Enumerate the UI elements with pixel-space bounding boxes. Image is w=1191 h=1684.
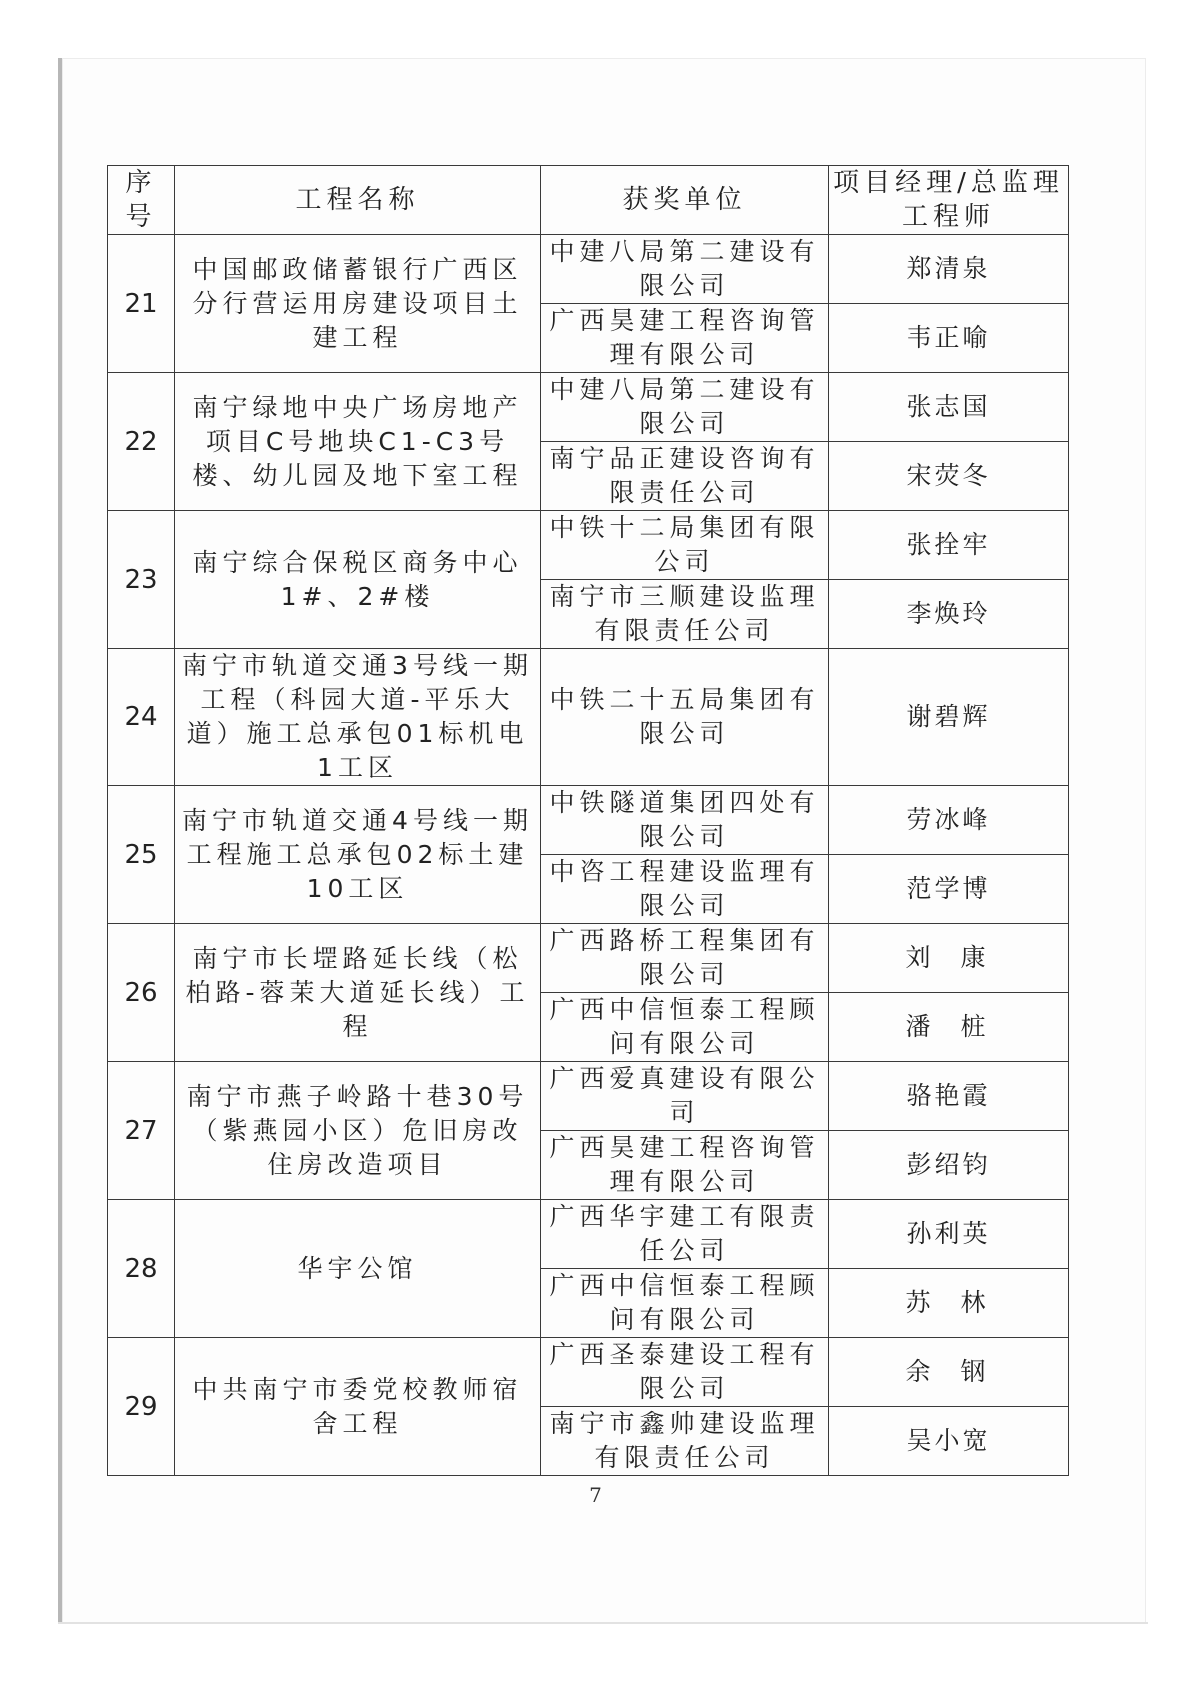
manager-name: 郑清泉	[829, 235, 1069, 304]
table-row	[108, 1200, 1069, 1269]
manager-name: 余钢	[829, 1338, 1069, 1407]
entry-index: 22	[108, 373, 175, 511]
manager-name: 孙利英	[829, 1200, 1069, 1269]
manager-name: 张拴牢	[829, 511, 1069, 580]
manager-name: 韦正喻	[829, 304, 1069, 373]
project-name: 南宁市轨道交通4号线一期工程施工总承包02标土建10工区	[175, 786, 541, 924]
manager-name: 劳冰峰	[829, 786, 1069, 855]
table-row	[108, 511, 1069, 580]
project-name: 南宁市轨道交通3号线一期工程（科园大道-平乐大道）施工总承包01标机电1工区	[175, 649, 541, 786]
project-name: 南宁绿地中央广场房地产项目C号地块C1-C3号楼、幼儿园及地下室工程	[175, 373, 541, 511]
header-index: 序号	[108, 166, 175, 235]
manager-name: 刘康	[829, 924, 1069, 993]
project-name: 南宁市燕子岭路十巷30号（紫燕园小区）危旧房改住房改造项目	[175, 1062, 541, 1200]
project-name: 华宇公馆	[175, 1200, 541, 1338]
award-unit: 广西路桥工程集团有限公司	[541, 924, 829, 993]
award-table	[107, 165, 1069, 1476]
table-row	[108, 924, 1069, 993]
entry-index: 24	[108, 649, 175, 786]
table-row	[108, 786, 1069, 855]
project-name: 南宁综合保税区商务中心1#、2#楼	[175, 511, 541, 649]
table-row	[108, 373, 1069, 442]
award-unit: 中建八局第二建设有限公司	[541, 373, 829, 442]
entry-index: 27	[108, 1062, 175, 1200]
award-unit: 广西中信恒泰工程顾问有限公司	[541, 993, 829, 1062]
award-unit: 南宁市三顺建设监理有限责任公司	[541, 580, 829, 649]
header-project: 工程名称	[175, 166, 541, 235]
page-number: 7	[589, 1483, 602, 1507]
award-unit: 广西昊建工程咨询管理有限公司	[541, 304, 829, 373]
award-unit: 广西华宇建工有限责任公司	[541, 1200, 829, 1269]
award-unit: 广西中信恒泰工程顾问有限公司	[541, 1269, 829, 1338]
award-unit: 中咨工程建设监理有限公司	[541, 855, 829, 924]
award-unit: 中铁十二局集团有限公司	[541, 511, 829, 580]
award-unit: 中铁二十五局集团有限公司	[541, 649, 829, 786]
award-unit: 中铁隧道集团四处有限公司	[541, 786, 829, 855]
manager-name: 吴小宽	[829, 1407, 1069, 1476]
manager-name: 苏林	[829, 1269, 1069, 1338]
award-unit: 南宁市鑫帅建设监理有限责任公司	[541, 1407, 829, 1476]
award-unit: 广西圣泰建设工程有限公司	[541, 1338, 829, 1407]
header-winner: 获奖单位	[541, 166, 829, 235]
project-name: 南宁市长堽路延长线（松柏路-蓉茉大道延长线）工程	[175, 924, 541, 1062]
project-name: 中国邮政储蓄银行广西区分行营运用房建设项目土建工程	[175, 235, 541, 373]
table-row	[108, 235, 1069, 304]
manager-name: 范学博	[829, 855, 1069, 924]
manager-name: 李焕玲	[829, 580, 1069, 649]
entry-index: 23	[108, 511, 175, 649]
page-edge-shadow	[58, 1622, 1148, 1624]
manager-name: 宋荧冬	[829, 442, 1069, 511]
header-manager: 项目经理/总监理工程师	[829, 166, 1069, 235]
entry-index: 28	[108, 1200, 175, 1338]
header-row	[108, 166, 1069, 235]
award-unit: 中建八局第二建设有限公司	[541, 235, 829, 304]
award-unit: 广西爱真建设有限公司	[541, 1062, 829, 1131]
table-row	[108, 1338, 1069, 1407]
entry-index: 25	[108, 786, 175, 924]
manager-name: 彭绍钧	[829, 1131, 1069, 1200]
entry-index: 21	[108, 235, 175, 373]
manager-name: 潘桩	[829, 993, 1069, 1062]
table-row	[108, 1062, 1069, 1131]
table-row	[108, 649, 1069, 786]
manager-name: 张志国	[829, 373, 1069, 442]
award-unit: 广西昊建工程咨询管理有限公司	[541, 1131, 829, 1200]
award-unit: 南宁品正建设咨询有限责任公司	[541, 442, 829, 511]
entry-index: 26	[108, 924, 175, 1062]
manager-name: 骆艳霞	[829, 1062, 1069, 1131]
project-name: 中共南宁市委党校教师宿舍工程	[175, 1338, 541, 1476]
entry-index: 29	[108, 1338, 175, 1476]
manager-name: 谢碧辉	[829, 649, 1069, 786]
